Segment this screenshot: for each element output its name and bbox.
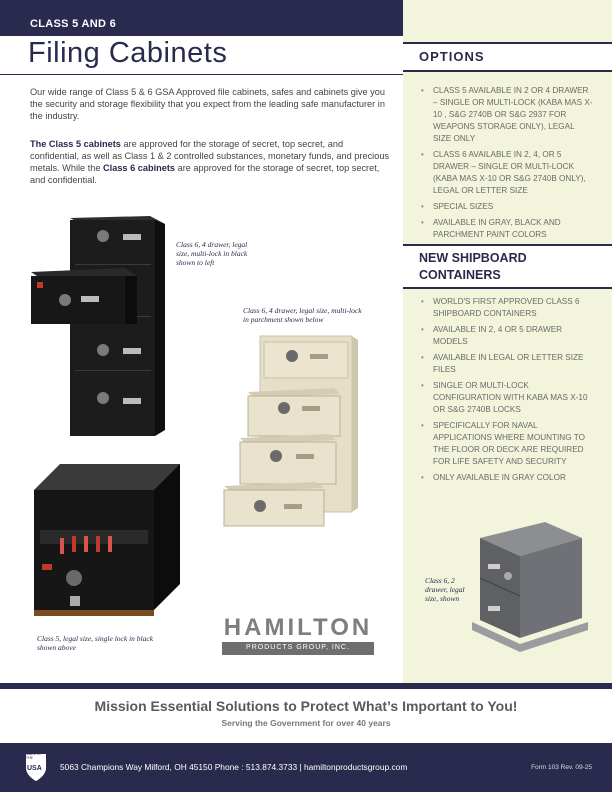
options-item: • SPECIAL SIZES bbox=[421, 201, 593, 213]
badge-main-text: USA bbox=[27, 765, 42, 772]
title-divider bbox=[0, 74, 403, 75]
tagline: Mission Essential Solutions to Protect What’s Important to You! bbox=[94, 698, 518, 714]
page-title: Filing Cabinets bbox=[28, 37, 228, 69]
shipboard-item: • WORLD'S FIRST APPROVED CLASS 6 SHIPBOARD CONTAINERS bbox=[421, 296, 589, 320]
class-approval-paragraph bbox=[30, 138, 392, 186]
shipboard-item: • SINGLE OR MULTI-LOCK CONFIGURATION WITH KABA MAS X-10 OR S&G 2740B LOCKS bbox=[421, 380, 589, 416]
class6-emphasis: Class 6 cabinets bbox=[103, 163, 176, 173]
shipboard-item: • AVAILABLE IN 2, 4 OR 5 DRAWER MODELS bbox=[421, 324, 589, 348]
intro-paragraph: Our wide range of Class 5 & 6 GSA Approved file cabinets, safes and cabinets give you the security and storage flexibility that you expect from the leading safe manufacturer in the industry. bbox=[30, 87, 385, 121]
made-in-usa-badge bbox=[24, 752, 48, 782]
hamilton-logo-subtitle: PRODUCTS GROUP, INC. bbox=[246, 644, 350, 651]
hamilton-logo-bar bbox=[222, 642, 374, 655]
options-item: • CLASS 5 AVAILABLE IN 2 OR 4 DRAWER – SINGLE OR MULTI-LOCK (KABA MAS X-10 , S&G 2740B OR S&G 2937 FOR WEAPONS STORAGE ONLY), LEGAL SIZE ONLY bbox=[421, 85, 593, 145]
class-approval-text-end: are approved for the storage of secret, top secret, and confidential. bbox=[30, 163, 380, 185]
badge-top-text: MADE IN THE bbox=[26, 752, 41, 760]
bottom-divider-band bbox=[0, 683, 612, 689]
shipboard-item: • AVAILABLE IN LEGAL OR LETTER SIZE FILES bbox=[421, 352, 589, 376]
options-list bbox=[421, 85, 593, 245]
caption-gray-2-drawer: Class 6, 2 drawer, legal size, shown bbox=[425, 576, 465, 603]
caption-parchment-4-drawer: Class 6, 4 drawer, legal size, multi-lock in parchment shown below bbox=[243, 306, 362, 324]
form-number: Form 103 Rev. 09-25 bbox=[531, 764, 592, 771]
shipboard-item: • SPECIFICALLY FOR NAVAL APPLICATIONS WHERE MOUNTING TO THE FLOOR OR DECK ARE REQUIRED FOR LIFE SAFETY AND SECURITY bbox=[421, 420, 589, 468]
options-heading-box bbox=[403, 42, 612, 72]
tagline-subtitle: Serving the Government for over 40 years bbox=[221, 718, 391, 728]
gray-2-drawer-cabinet-image bbox=[470, 520, 590, 660]
shipboard-list bbox=[421, 296, 589, 488]
caption-black-4-drawer: Class 6, 4 drawer, legal size, multi-lock in black shown to left bbox=[176, 240, 248, 267]
options-item: • CLASS 6 AVAILABLE IN 2, 4, OR 5 DRAWER – SINGLE OR MULTI-LOCK (KABA MAS X-10 OR S&G 2740B ONLY), LEGAL OR LETTER SIZE bbox=[421, 149, 593, 197]
parchment-4-drawer-cabinet-image bbox=[220, 330, 360, 530]
black-4-drawer-cabinet-image bbox=[25, 212, 175, 442]
class5-safe-image bbox=[30, 460, 190, 630]
hamilton-logo: HAMILTON bbox=[223, 614, 373, 641]
options-heading: OPTIONS bbox=[419, 49, 485, 64]
caption-class5-safe: Class 5, legal size, single lock in black shown above bbox=[37, 634, 154, 652]
options-item: • AVAILABLE IN GRAY, BLACK AND PARCHMENT PAINT COLORS bbox=[421, 217, 593, 241]
section-kicker: CLASS 5 AND 6 bbox=[30, 18, 117, 30]
class-approval-text: are approved for the storage of secret, top secret, and confidential, as well as Class 1 & 2 controlled substances, monetary funds, and precious metals. While the bbox=[30, 139, 390, 173]
shipboard-heading: NEW SHIPBOARD CONTAINERS bbox=[419, 251, 527, 282]
footer-band bbox=[0, 743, 612, 792]
shipboard-item: • ONLY AVAILABLE IN GRAY COLOR bbox=[421, 472, 589, 484]
footer-address: 5063 Champions Way Milford, OH 45150 Phone : 513.874.3733 | hamiltonproductsgroup.com bbox=[60, 762, 408, 772]
class5-emphasis: The Class 5 cabinets bbox=[30, 139, 121, 149]
shipboard-heading-box bbox=[403, 244, 612, 289]
